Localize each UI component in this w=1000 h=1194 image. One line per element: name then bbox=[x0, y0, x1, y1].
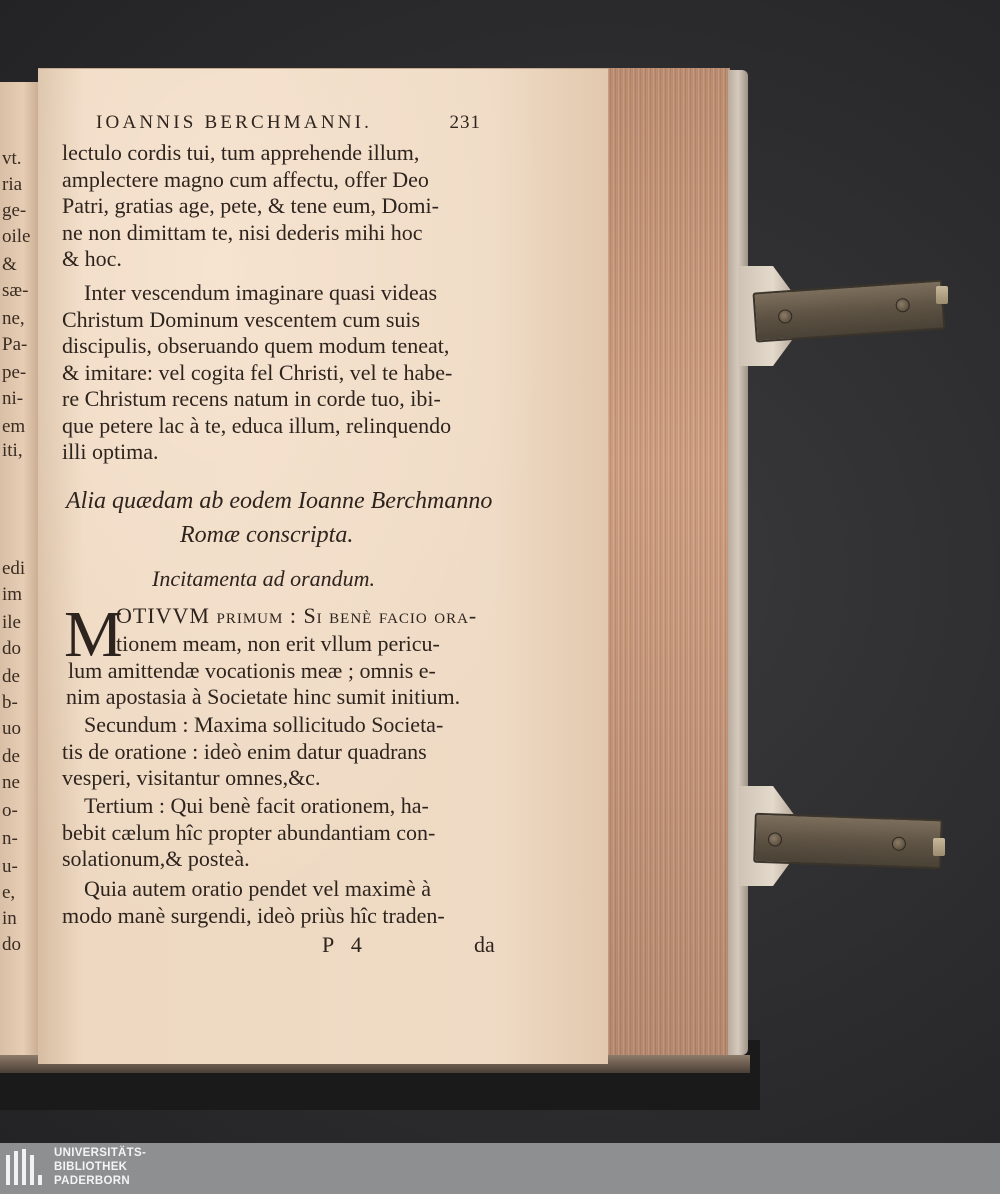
library-name-line: BIBLIOTHEK bbox=[54, 1161, 128, 1173]
text-line: vesperi, visitantur omnes,&c. bbox=[62, 765, 321, 790]
text-line: lectulo cordis tui, tum apprehende illum, bbox=[62, 140, 420, 165]
page-fore-edge bbox=[590, 68, 730, 1058]
rivet-icon bbox=[895, 298, 910, 313]
page-number: 231 bbox=[449, 112, 481, 133]
left-page-fragment: ni- bbox=[2, 388, 24, 409]
left-page-fragment: in bbox=[2, 908, 17, 929]
lower-clasp-metal bbox=[753, 813, 943, 870]
text-line: modo manè surgendi, ideò priùs hîc traden- bbox=[62, 902, 445, 928]
university-library-logo-icon bbox=[6, 1149, 46, 1189]
text-line: discipulis, obseruando quem modum teneat, bbox=[62, 333, 450, 358]
running-head-title: IOANNIS BERCHMANNI. bbox=[96, 112, 373, 133]
book-cover-edge bbox=[728, 70, 748, 1055]
left-page-fragment: oile bbox=[2, 226, 31, 247]
lower-clasp-tip bbox=[933, 838, 945, 856]
text-line: lum amittendæ vocationis meæ ; omnis e- bbox=[68, 657, 436, 683]
section-heading-line1: Alia quædam ab eodem Ioanne Berchmanno bbox=[66, 488, 493, 514]
left-page-fragment: do bbox=[2, 934, 21, 955]
text-line: tis de oratione : ideò enim datur quadrans bbox=[62, 738, 427, 764]
left-page-fragment: iti, bbox=[2, 440, 23, 461]
text-line: re Christum recens natum in corde tuo, ibi- bbox=[62, 386, 441, 411]
left-page-fragment: uo bbox=[2, 718, 21, 739]
left-page-fragment: pe- bbox=[2, 362, 27, 383]
left-page-fragment: n- bbox=[2, 828, 18, 849]
library-name bbox=[54, 1146, 146, 1188]
text-line: Patri, gratias age, pete, & tene eum, Domi- bbox=[62, 193, 439, 218]
catchword: da bbox=[474, 932, 495, 957]
rivet-icon bbox=[778, 309, 793, 324]
text-line: ne non dimittam te, nisi dederis mihi hoc bbox=[62, 219, 423, 245]
left-page-edge bbox=[0, 82, 40, 1062]
text-line: & imitare: vel cogita fel Christi, vel te habe- bbox=[62, 359, 453, 385]
rivet-icon bbox=[768, 832, 782, 846]
text-line: bebit cælum hîc propter abundantiam con- bbox=[62, 819, 436, 845]
text-line: amplectere magno cum affectu, offer Deo bbox=[62, 166, 429, 192]
left-page-fragment: ile bbox=[2, 612, 21, 633]
upper-clasp-tip bbox=[936, 286, 948, 304]
left-page-fragment: ria bbox=[2, 174, 23, 195]
footer-bar bbox=[0, 1143, 1000, 1194]
text-line: & hoc. bbox=[62, 246, 122, 271]
text-line: solationum,& posteà. bbox=[62, 846, 250, 871]
left-page-fragment: do bbox=[2, 638, 21, 659]
subheading: Incitamenta ad orandum. bbox=[152, 566, 376, 591]
left-page-fragment: edi bbox=[2, 558, 26, 579]
left-page-fragment: im bbox=[2, 584, 23, 605]
left-page-fragment: ge- bbox=[2, 200, 27, 221]
left-page-fragment: de bbox=[2, 746, 20, 767]
left-page-fragment: e, bbox=[2, 882, 16, 903]
text-line bbox=[116, 603, 500, 629]
text-line: Inter vescendum imaginare quasi videas bbox=[84, 280, 438, 305]
left-page-fragment: ne bbox=[2, 772, 20, 793]
text-line: Christum Dominum vescentem cum suis bbox=[62, 306, 421, 332]
left-page-fragment: de bbox=[2, 666, 20, 687]
motivum-line: OTIVVM primum : Si benè facio ora- bbox=[116, 603, 478, 628]
dropcap: M bbox=[64, 598, 123, 671]
text-line: illi optima. bbox=[62, 439, 159, 464]
left-page-fragment: em bbox=[2, 416, 26, 437]
left-page-fragment: ne, bbox=[2, 308, 25, 329]
section-heading-line2: Romæ conscripta. bbox=[180, 522, 354, 548]
rivet-icon bbox=[892, 837, 906, 851]
left-page-fragment: sæ- bbox=[2, 280, 29, 301]
text-line: tionem meam, non erit vllum pericu- bbox=[116, 631, 440, 656]
left-page-fragment: u- bbox=[2, 856, 18, 877]
text-line: Quia autem oratio pendet vel maximè à bbox=[84, 876, 431, 901]
signature-mark: P 4 bbox=[322, 932, 368, 957]
left-page-fragment: o- bbox=[2, 800, 18, 821]
running-head bbox=[96, 112, 481, 134]
text-line: que petere lac à te, educa illum, relinquendo bbox=[62, 412, 452, 438]
text-line: nim apostasia à Societate hinc sumit initium. bbox=[66, 684, 461, 709]
left-page-fragment: vt. bbox=[2, 148, 22, 169]
library-name-line: UNIVERSITÄTS- bbox=[54, 1147, 147, 1159]
left-page-fragment: b- bbox=[2, 692, 18, 713]
left-page-fragment: Pa- bbox=[2, 334, 28, 355]
library-name-line: PADERBORN bbox=[54, 1175, 130, 1187]
text-line: Tertium : Qui benè facit orationem, ha- bbox=[84, 793, 429, 818]
text-line: Secundum : Maxima sollicitudo Societa- bbox=[84, 712, 444, 737]
left-page-fragment: & bbox=[2, 254, 17, 275]
